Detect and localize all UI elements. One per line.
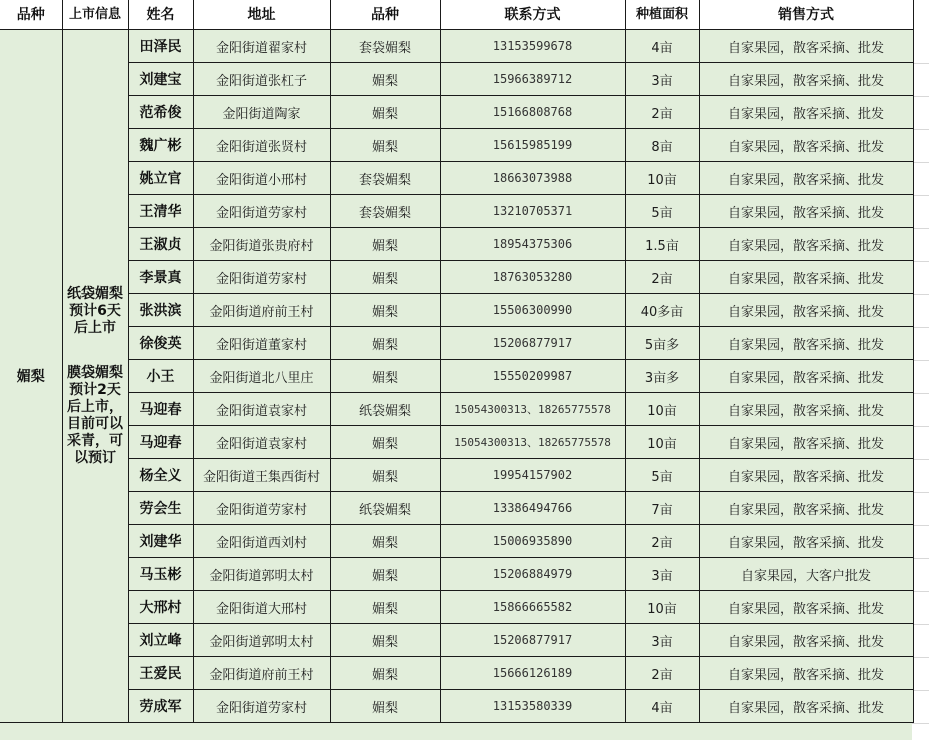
cell-name[interactable]: 刘建华 (128, 525, 193, 558)
gridline (912, 294, 929, 295)
cell-product[interactable]: 媚梨 (330, 96, 440, 129)
table-row (0, 459, 913, 492)
header-market-info[interactable]: 上市信息 (62, 0, 128, 30)
cell-area[interactable]: 10亩 (625, 162, 699, 195)
table-row (0, 393, 913, 426)
gridline (912, 426, 929, 427)
header-name[interactable]: 姓名 (128, 0, 193, 30)
cell-contact[interactable]: 15615985199 (440, 129, 625, 162)
cell-area[interactable]: 3亩 (625, 558, 699, 591)
gridline (912, 558, 929, 559)
gridline (912, 228, 929, 229)
cell-area[interactable]: 5亩 (625, 459, 699, 492)
cell-address[interactable]: 金阳街道王集西街村 (193, 459, 330, 492)
cell-sales-method[interactable]: 自家果园，散客采摘、批发 (699, 195, 913, 228)
table-row (0, 492, 913, 525)
table-row (0, 657, 913, 690)
table-row (0, 591, 913, 624)
table-row (0, 624, 913, 657)
cell-sales-method[interactable]: 自家果园，散客采摘、批发 (699, 129, 913, 162)
cell-sales-method[interactable]: 自家果园，散客采摘、批发 (699, 624, 913, 657)
cell-product[interactable]: 媚梨 (330, 558, 440, 591)
cell-product[interactable]: 媚梨 (330, 426, 440, 459)
cell-area[interactable]: 7亩 (625, 492, 699, 525)
cell-contact[interactable]: 19954157902 (440, 459, 625, 492)
cell-area[interactable]: 2亩 (625, 657, 699, 690)
merged-variety-cell[interactable]: 媚梨 (0, 30, 62, 723)
cell-name[interactable]: 劳会生 (128, 492, 193, 525)
cell-name[interactable]: 杨全义 (128, 459, 193, 492)
cell-address[interactable]: 金阳街道张贵府村 (193, 228, 330, 261)
gridline (912, 63, 929, 64)
cell-address[interactable]: 金阳街道郭明太村 (193, 624, 330, 657)
cell-sales-method[interactable]: 自家果园，散客采摘、批发 (699, 426, 913, 459)
cell-area[interactable]: 2亩 (625, 261, 699, 294)
cell-address[interactable]: 金阳街道大邢村 (193, 591, 330, 624)
cell-address[interactable]: 金阳街道张杠子 (193, 63, 330, 96)
cell-sales-method[interactable]: 自家果园，散客采摘、批发 (699, 261, 913, 294)
merged-market-info-cell[interactable] (62, 30, 128, 723)
header-variety[interactable]: 品种 (0, 0, 62, 30)
cell-contact[interactable]: 15866665582 (440, 591, 625, 624)
cell-area[interactable]: 5亩 (625, 195, 699, 228)
cell-contact[interactable]: 15550209987 (440, 360, 625, 393)
gridline (912, 96, 929, 97)
cell-name[interactable]: 马迎春 (128, 393, 193, 426)
cell-product[interactable]: 媚梨 (330, 228, 440, 261)
cell-product[interactable]: 媚梨 (330, 459, 440, 492)
cell-name[interactable]: 王爱民 (128, 657, 193, 690)
table-row (0, 96, 913, 129)
cell-area[interactable]: 4亩 (625, 30, 699, 63)
gridline (912, 525, 929, 526)
cell-name[interactable]: 马迎春 (128, 426, 193, 459)
gridline (912, 360, 929, 361)
cell-sales-method[interactable]: 自家果园，散客采摘、批发 (699, 690, 913, 723)
gridline (912, 195, 929, 196)
cell-sales-method[interactable]: 自家果园，散客采摘、批发 (699, 591, 913, 624)
cell-product[interactable]: 媚梨 (330, 360, 440, 393)
cell-sales-method[interactable]: 自家果园，散客采摘、批发 (699, 657, 913, 690)
table-row (0, 228, 913, 261)
header-product[interactable]: 品种 (330, 0, 440, 30)
cell-contact[interactable]: 18954375306 (440, 228, 625, 261)
cell-address[interactable]: 金阳街道张贤村 (193, 129, 330, 162)
cell-address[interactable]: 金阳街道董家村 (193, 327, 330, 360)
table-row (0, 558, 913, 591)
cell-area[interactable]: 2亩 (625, 525, 699, 558)
cell-contact[interactable]: 18663073988 (440, 162, 625, 195)
header-contact[interactable]: 联系方式 (440, 0, 625, 30)
cell-contact[interactable]: 15506300990 (440, 294, 625, 327)
gridline (912, 723, 929, 724)
cell-area[interactable]: 10亩 (625, 591, 699, 624)
cell-sales-method[interactable]: 自家果园，散客采摘、批发 (699, 162, 913, 195)
cell-sales-method[interactable]: 自家果园，大客户批发 (699, 558, 913, 591)
cell-product[interactable]: 媚梨 (330, 657, 440, 690)
cell-name[interactable]: 马玉彬 (128, 558, 193, 591)
cell-sales-method[interactable]: 自家果园，散客采摘、批发 (699, 525, 913, 558)
cell-name[interactable]: 刘建宝 (128, 63, 193, 96)
cell-sales-method[interactable]: 自家果园，散客采摘、批发 (699, 294, 913, 327)
cell-area[interactable]: 5亩多 (625, 327, 699, 360)
cell-address[interactable]: 金阳街道袁家村 (193, 426, 330, 459)
cell-sales-method[interactable]: 自家果园，散客采摘、批发 (699, 360, 913, 393)
gridline (912, 459, 929, 460)
cell-address[interactable]: 金阳街道劳家村 (193, 492, 330, 525)
cell-sales-method[interactable]: 自家果园，散客采摘、批发 (699, 96, 913, 129)
cell-contact[interactable]: 13386494766 (440, 492, 625, 525)
cell-address[interactable]: 金阳街道北八里庄 (193, 360, 330, 393)
table-row (0, 30, 913, 63)
gridline (912, 690, 929, 691)
cell-contact[interactable]: 15966389712 (440, 63, 625, 96)
cell-name[interactable]: 姚立官 (128, 162, 193, 195)
cell-product[interactable]: 媚梨 (330, 294, 440, 327)
cell-name[interactable]: 小王 (128, 360, 193, 393)
cell-area[interactable]: 3亩 (625, 63, 699, 96)
cell-contact[interactable]: 15666126189 (440, 657, 625, 690)
gridline (912, 327, 929, 328)
gridline (912, 393, 929, 394)
cell-sales-method[interactable]: 自家果园，散客采摘、批发 (699, 63, 913, 96)
cell-product[interactable]: 套袋媚梨 (330, 195, 440, 228)
table-row (0, 63, 913, 96)
cell-area[interactable]: 1.5亩 (625, 228, 699, 261)
cell-name[interactable]: 李景真 (128, 261, 193, 294)
cell-product[interactable]: 媚梨 (330, 690, 440, 723)
cell-area[interactable]: 10亩 (625, 426, 699, 459)
cell-sales-method[interactable]: 自家果园，散客采摘、批发 (699, 492, 913, 525)
table-row (0, 426, 913, 459)
cell-area[interactable]: 8亩 (625, 129, 699, 162)
cell-sales-method[interactable]: 自家果园，散客采摘、批发 (699, 30, 913, 63)
cell-name[interactable]: 魏广彬 (128, 129, 193, 162)
cell-address[interactable]: 金阳街道袁家村 (193, 393, 330, 426)
market-info-gap (65, 337, 126, 365)
header-area[interactable]: 种植面积 (625, 0, 699, 30)
cell-name[interactable]: 大邢村 (128, 591, 193, 624)
gridline (912, 657, 929, 658)
cell-sales-method[interactable]: 自家果园，散客采摘、批发 (699, 228, 913, 261)
cell-sales-method[interactable]: 自家果园，散客采摘、批发 (699, 327, 913, 360)
gridline (912, 129, 929, 130)
table-row (0, 195, 913, 228)
cell-address[interactable]: 金阳街道翟家村 (193, 30, 330, 63)
table-row (0, 261, 913, 294)
cell-name[interactable]: 劳成军 (128, 690, 193, 723)
cell-contact[interactable]: 13153599678 (440, 30, 625, 63)
cell-sales-method[interactable]: 自家果园，散客采摘、批发 (699, 459, 913, 492)
gridline (912, 492, 929, 493)
cell-address[interactable]: 金阳街道小邢村 (193, 162, 330, 195)
cell-product[interactable]: 媚梨 (330, 624, 440, 657)
gridline (912, 591, 929, 592)
header-sales-method[interactable]: 销售方式 (699, 0, 913, 30)
cell-address[interactable]: 金阳街道劳家村 (193, 261, 330, 294)
cell-contact[interactable]: 15206884979 (440, 558, 625, 591)
cell-area[interactable]: 4亩 (625, 690, 699, 723)
table-row (0, 162, 913, 195)
cell-area[interactable]: 10亩 (625, 393, 699, 426)
cell-area[interactable]: 40多亩 (625, 294, 699, 327)
cell-address[interactable]: 金阳街道西刘村 (193, 525, 330, 558)
cell-product[interactable]: 套袋媚梨 (330, 162, 440, 195)
table-row (0, 327, 913, 360)
cell-product[interactable]: 套袋媚梨 (330, 30, 440, 63)
cell-contact[interactable]: 15166808768 (440, 96, 625, 129)
cell-address[interactable]: 金阳街道陶家 (193, 96, 330, 129)
table-row (0, 690, 913, 723)
cell-product[interactable]: 纸袋媚梨 (330, 393, 440, 426)
cell-product[interactable]: 媚梨 (330, 129, 440, 162)
cell-contact[interactable]: 13153580339 (440, 690, 625, 723)
market-info-paper-bag: 纸袋媚梨预计6天后上市 (67, 285, 123, 336)
cell-name[interactable]: 范希俊 (128, 96, 193, 129)
cell-address[interactable]: 金阳街道劳家村 (193, 690, 330, 723)
cell-product[interactable]: 媚梨 (330, 327, 440, 360)
table-row (0, 525, 913, 558)
cell-address[interactable]: 金阳街道郭明太村 (193, 558, 330, 591)
cell-contact[interactable]: 15054300313、18265775578 (440, 426, 625, 459)
cell-name[interactable]: 徐俊英 (128, 327, 193, 360)
cell-contact[interactable]: 15006935890 (440, 525, 625, 558)
gridline (912, 624, 929, 625)
cell-contact[interactable]: 15206877917 (440, 327, 625, 360)
cell-name[interactable]: 刘立峰 (128, 624, 193, 657)
table-row (0, 129, 913, 162)
cell-product[interactable]: 媚梨 (330, 591, 440, 624)
cell-contact[interactable]: 18763053280 (440, 261, 625, 294)
gridline (912, 162, 929, 163)
header-row (0, 0, 913, 30)
cell-address[interactable]: 金阳街道府前王村 (193, 294, 330, 327)
cell-contact[interactable]: 13210705371 (440, 195, 625, 228)
cell-name[interactable]: 王清华 (128, 195, 193, 228)
cell-area[interactable]: 3亩 (625, 624, 699, 657)
header-address[interactable]: 地址 (193, 0, 330, 30)
cell-contact[interactable]: 15206877917 (440, 624, 625, 657)
cell-product[interactable]: 媚梨 (330, 525, 440, 558)
cell-name[interactable]: 田泽民 (128, 30, 193, 63)
cell-contact[interactable]: 15054300313、18265775578 (440, 393, 625, 426)
cell-product[interactable]: 纸袋媚梨 (330, 492, 440, 525)
table-row (0, 294, 913, 327)
market-info-film-bag: 膜袋媚梨预计2天后上市，目前可以采青，可以预订 (67, 364, 123, 466)
cell-name[interactable]: 王淑贞 (128, 228, 193, 261)
gridline (912, 261, 929, 262)
cell-sales-method[interactable]: 自家果园，散客采摘、批发 (699, 393, 913, 426)
cell-address[interactable]: 金阳街道府前王村 (193, 657, 330, 690)
cell-area[interactable]: 3亩多 (625, 360, 699, 393)
cell-product[interactable]: 媚梨 (330, 63, 440, 96)
cell-name[interactable]: 张洪滨 (128, 294, 193, 327)
table-row (0, 360, 913, 393)
cell-address[interactable]: 金阳街道劳家村 (193, 195, 330, 228)
cell-product[interactable]: 媚梨 (330, 261, 440, 294)
cell-area[interactable]: 2亩 (625, 96, 699, 129)
